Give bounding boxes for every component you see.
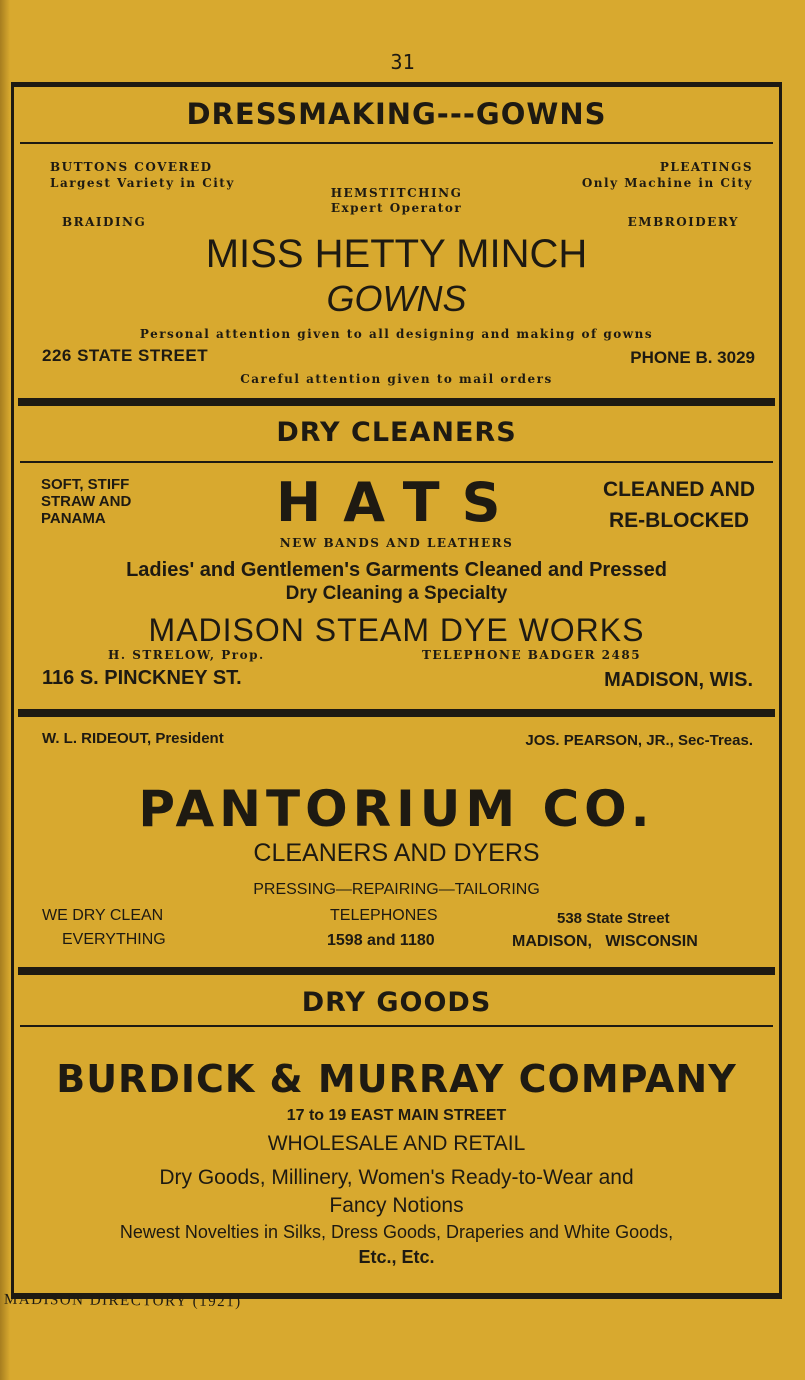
pantorium-street: 538 State Street: [557, 910, 670, 927]
directory-ad-frame: [11, 82, 782, 1299]
dye-works-city: MADISON, WIS.: [604, 669, 753, 691]
dye-works-telephone: TELEPHONE BADGER 2485: [422, 648, 642, 662]
pantorium-treasurer: JOS. PEARSON, JR., Sec-Treas.: [525, 732, 753, 749]
bands-leathers: NEW BANDS AND LEATHERS: [279, 536, 514, 550]
divider: [20, 142, 773, 144]
re-blocked: RE-BLOCKED: [609, 509, 749, 532]
burdick-etc: Etc., Etc.: [358, 1247, 435, 1267]
business-subtitle-gowns: GOWNS: [326, 278, 467, 319]
divider: [20, 461, 773, 463]
section-heading-dry-cleaners: DRY CLEANERS: [276, 417, 517, 448]
pantorium-tagline: CLEANERS AND DYERS: [253, 839, 540, 867]
buttons-covered-note: Largest Variety in City: [50, 176, 235, 190]
mail-orders-note: Careful attention given to mail orders: [240, 372, 553, 386]
braiding-label: BRAIDING: [62, 215, 147, 229]
pantorium-services: PRESSING—REPAIRING—TAILORING: [253, 881, 540, 898]
hat-types-line-3: PANAMA: [41, 510, 106, 527]
pantorium-telephone-numbers: 1598 and 1180: [327, 932, 435, 949]
pleatings-title: PLEATINGS: [659, 160, 753, 174]
hemstitching-title: HEMSTITCHING: [330, 186, 463, 200]
divider: [20, 1025, 773, 1027]
hemstitching-note: Expert Operator: [330, 201, 463, 215]
specialty-line: Dry Cleaning a Specialty: [285, 583, 508, 604]
dye-works-proprietor: H. STRELOW, Prop.: [108, 648, 265, 662]
pantorium-name: PANTORIUM CO.: [138, 780, 655, 838]
hat-types-line-2: STRAW AND: [41, 493, 132, 510]
section-divider: [18, 709, 775, 717]
dry-clean-line-2: EVERYTHING: [62, 931, 166, 948]
pantorium-president: W. L. RIDEOUT, President: [42, 730, 224, 747]
business-name-minch: MISS HETTY MINCH: [205, 232, 588, 276]
dry-clean-line-1: WE DRY CLEAN: [42, 907, 164, 924]
section-divider: [18, 398, 775, 406]
dye-works-address: 116 S. PINCKNEY ST.: [42, 667, 242, 689]
buttons-covered-title: BUTTONS COVERED: [50, 160, 213, 174]
hat-types-line-1: SOFT, STIFF: [41, 476, 130, 493]
burdick-goods-line-1: Dry Goods, Millinery, Women's Ready-to-Wear and: [159, 1166, 634, 1189]
section-heading-dry-goods: DRY GOODS: [301, 987, 492, 1018]
pleatings-note: Only Machine in City: [581, 176, 753, 190]
hats-title: HATS: [276, 471, 523, 534]
page-binding-edge: [0, 0, 10, 1380]
garments-line: Ladies' and Gentlemen's Garments Cleaned and Pressed: [126, 559, 667, 581]
pantorium-city: MADISON, WISCONSIN: [512, 933, 698, 950]
cleaned-and: CLEANED AND: [602, 478, 755, 501]
burdick-novelties-line: Newest Novelties in Silks, Dress Goods, Draperies and White Goods,: [119, 1222, 674, 1242]
section-heading-dressmaking: DRESSMAKING---GOWNS: [186, 97, 607, 131]
burdick-trade: WHOLESALE AND RETAIL: [267, 1132, 526, 1155]
page-number: 31: [390, 50, 415, 74]
burdick-murray-name: BURDICK & MURRAY COMPANY: [56, 1057, 737, 1101]
directory-footer: MADISON DIRECTORY (1921): [3, 1291, 242, 1311]
burdick-address: 17 to 19 EAST MAIN STREET: [286, 1107, 507, 1124]
embroidery-label: EMBROIDERY: [627, 215, 739, 229]
minch-address: 226 STATE STREET: [42, 346, 209, 365]
minch-phone: PHONE B. 3029: [630, 348, 755, 367]
burdick-goods-line-2: Fancy Notions: [329, 1194, 464, 1217]
pantorium-telephones-label: TELEPHONES: [330, 907, 438, 924]
dye-works-name: MADISON STEAM DYE WORKS: [148, 612, 645, 648]
attention-note: Personal attention given to all designing and making of gowns: [139, 327, 654, 341]
section-divider: [18, 967, 775, 975]
